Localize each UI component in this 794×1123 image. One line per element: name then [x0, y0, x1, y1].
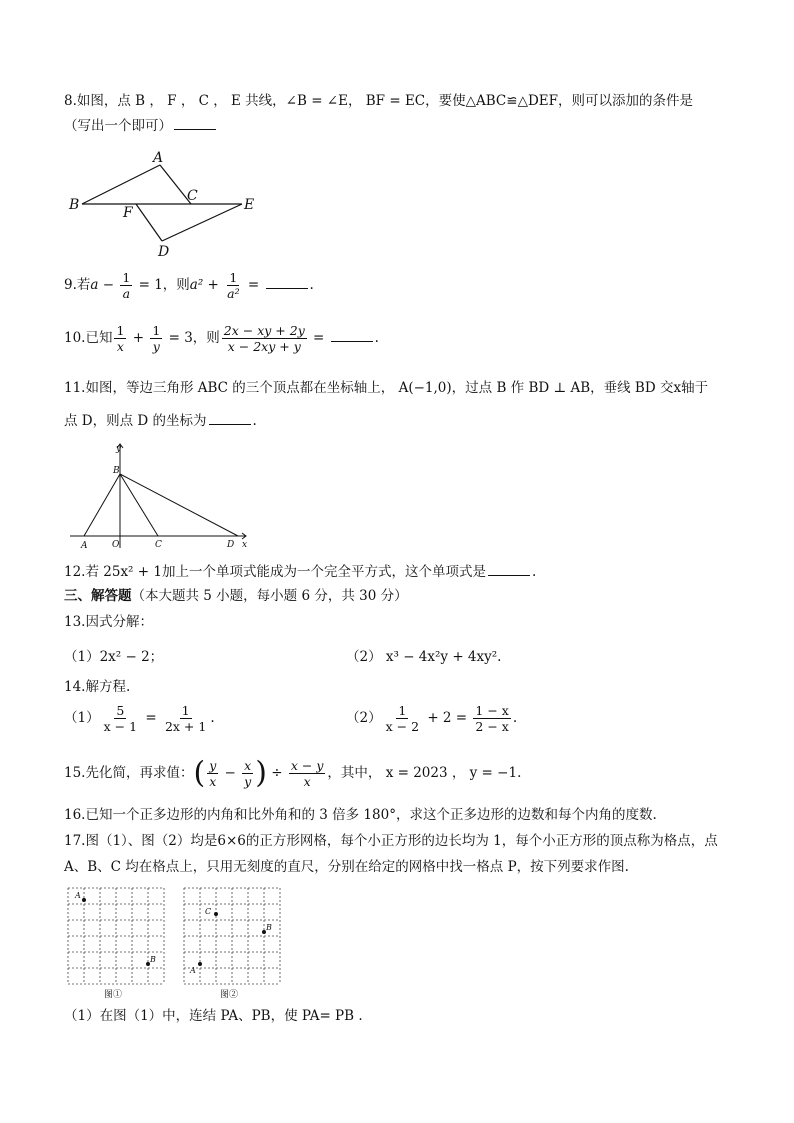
- answer-blank: [266, 287, 308, 289]
- fig1-caption: 图①: [104, 990, 123, 1000]
- answer-blank: [209, 423, 251, 425]
- q8-figure: [64, 145, 264, 260]
- q10: 10.已知 $\frac{1}{x}$ + $\frac{1}{y}$ = 3，则 $\frac{2x - xy + 2y}{x - 2xy + y}$ = .: [64, 323, 379, 354]
- answer-blank: [331, 340, 373, 342]
- q16: 16.已知一个正多边形的内角和比外角和的 3 倍多 180°，求这个正多边形的边数和每个内角的度数.: [64, 807, 657, 823]
- point-A: [198, 962, 202, 966]
- label-D: D: [227, 540, 235, 550]
- label-A: A: [75, 891, 81, 900]
- answer-blank: [488, 574, 530, 576]
- label-y: y: [116, 444, 122, 454]
- label-E: E: [244, 197, 255, 213]
- label-D: D: [158, 244, 170, 260]
- point-A: [82, 898, 86, 902]
- q14-title: 14.解方程.: [64, 679, 131, 695]
- label-B: B: [69, 197, 80, 213]
- answer-blank: [174, 128, 216, 130]
- label-C: C: [205, 907, 212, 916]
- q14-part2: （2） $\frac{1}{x - 2}$ + 2 = $\frac{1 - x}{2 - x}$ .: [346, 703, 518, 734]
- q8-line2: （写出一个即可）: [64, 116, 218, 136]
- point-C: [214, 912, 218, 916]
- label-C: C: [155, 540, 162, 550]
- q17-part1: （1）在图（1）中，连结 PA、PB，使 PA= PB .: [64, 1008, 363, 1024]
- q11-figure: [64, 440, 264, 552]
- label-O: O: [112, 540, 120, 550]
- q8-line1: 8.如图，点 B ， F ， C ， E 共线，∠B = ∠E， BF = EC，要使△ABC≌△DEF，则可以添加的条件是: [64, 93, 694, 109]
- label-A: A: [190, 966, 196, 975]
- label-B: B: [113, 466, 120, 476]
- q13-part1: （1）2x² − 2；: [64, 649, 164, 665]
- q17-grid-figure-2: [180, 884, 290, 1002]
- label-B: B: [150, 955, 156, 964]
- q9: 9.若a − $\frac{1}{a}$ = 1，则a² + $\frac{1}{\text{a²}}$ = .: [64, 270, 314, 301]
- q13-part2: （2） x³ − 4x²y + 4xy².: [346, 649, 502, 665]
- label-F: F: [123, 205, 133, 221]
- label-x: x: [242, 540, 248, 550]
- q17-line2: A、B、C 均在格点上，只用无刻度的直尺，分别在给定的网格中找一格点 P，按下列要求作图.: [64, 859, 629, 875]
- q15: 15.先化简，再求值：( $\frac{y}{x}$ − $\frac{x}{y}$ ) ÷ $\frac{x - y}{x}$ ，其中， x = 2023 ， y = −1.: [64, 755, 522, 791]
- q17-grid-figure-1: [64, 884, 174, 1002]
- label-C: C: [187, 188, 198, 204]
- q14-part1: （1） $\frac{5}{x - 1}$ = $\frac{1}{2x + 1}$ .: [64, 703, 215, 734]
- q12: 12.若 25x² + 1加上一个单项式能成为一个完全平方式，这个单项式是 .: [64, 564, 537, 580]
- label-A: A: [153, 150, 164, 166]
- q13-title: 13.因式分解：: [64, 614, 153, 630]
- label-B: B: [266, 923, 272, 932]
- fig2-caption: 图②: [220, 990, 239, 1000]
- q11-line1: 11.如图，等边三角形 ABC 的三个顶点都在坐标轴上， A(−1,0)，过点 B 作 BD ⊥ AB，垂线 BD 交x轴于: [64, 380, 709, 396]
- label-A: A: [81, 541, 88, 551]
- section-heading: 三、解答题（本大题共 5 小题，每小题 6 分，共 30 分）: [64, 588, 408, 604]
- q17-line1: 17.图（1）、图（2）均是6×6的正方形网格，每个小正方形的边长均为 1，每个小正方形的顶点称为格点，点: [64, 833, 718, 849]
- q11-line2: 点 D，则点 D 的坐标为 .: [64, 413, 257, 429]
